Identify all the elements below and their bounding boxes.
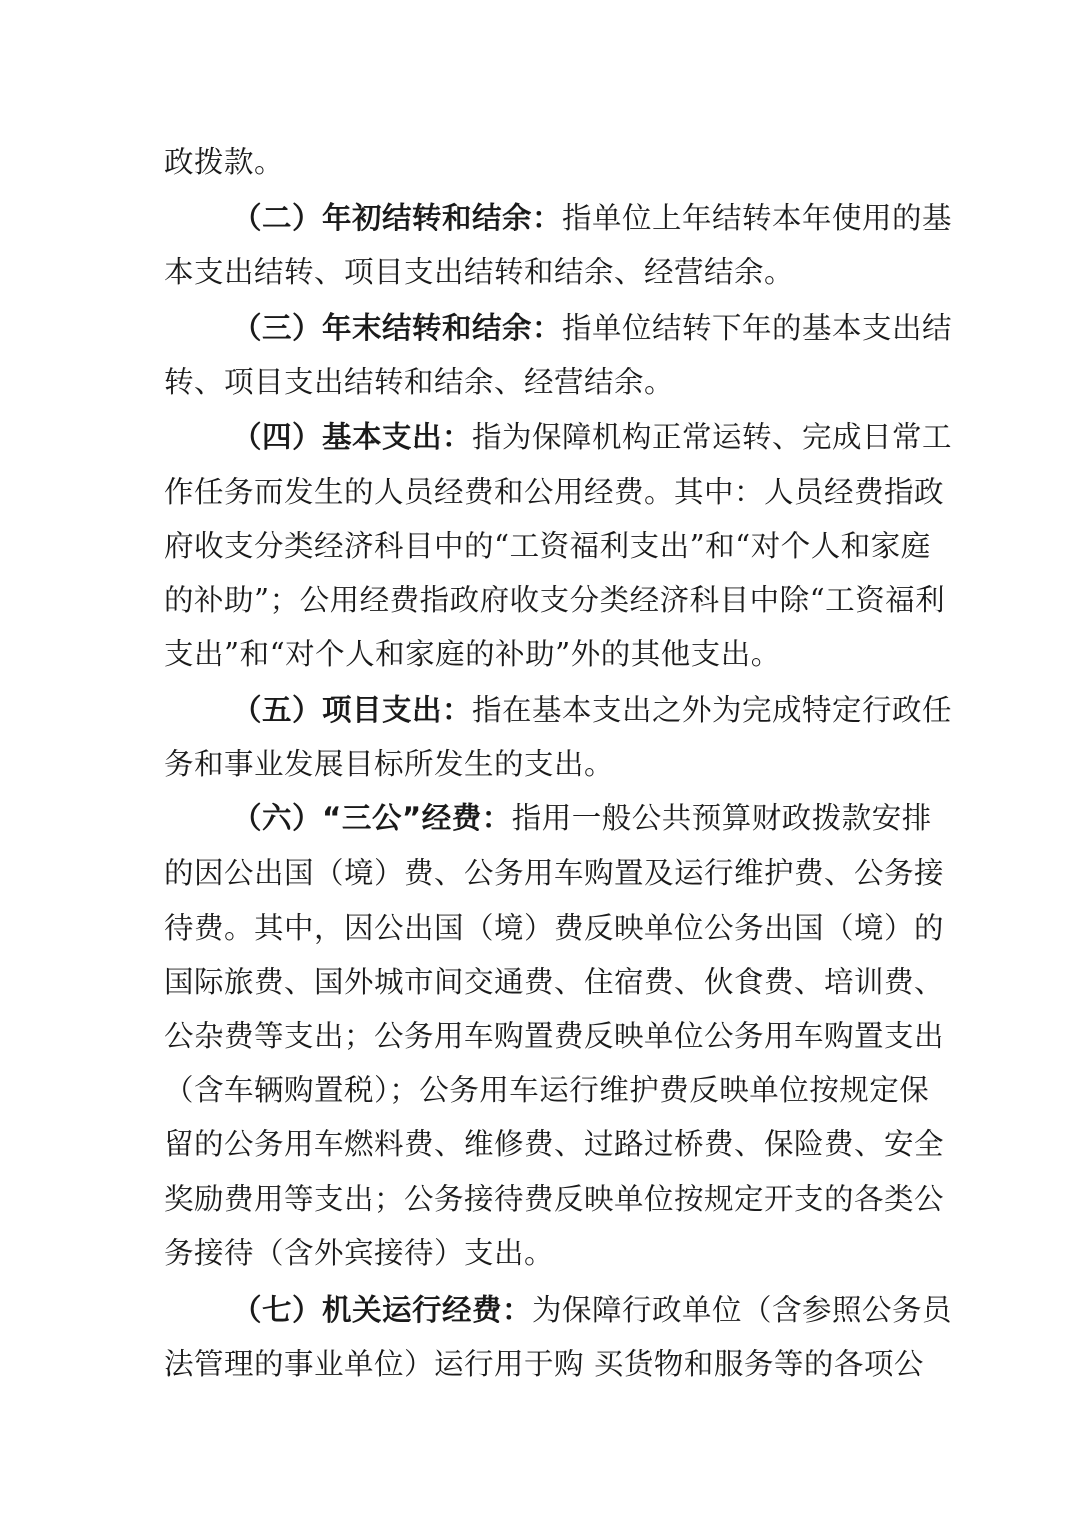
paragraph-line: 法管理的事业单位）运行用于购 买货物和服务等的各项公	[164, 1347, 924, 1381]
paragraph-line: 国际旅费、国外城市间交通费、住宿费、伙食费、培训费、	[164, 965, 945, 999]
paragraph-line: 的补助”；公用经费指政府收支分类经济科目中除“工资福利	[164, 583, 946, 617]
section-heading: （六）“三公”经费：	[232, 801, 512, 835]
section-heading: （三）年末结转和结余：	[232, 311, 563, 345]
paragraph-line: （含车辆购置税）；公务用车运行维护费反映单位按规定保	[164, 1073, 930, 1107]
paragraph-line: （七）机关运行经费：为保障行政单位（含参照公务员	[232, 1293, 953, 1327]
paragraph-line: 支出”和“对个人和家庭的补助”外的其他支出。	[164, 637, 781, 671]
paragraph-line: 留的公务用车燃料费、维修费、过路过桥费、保险费、安全	[164, 1127, 945, 1161]
paragraph-line: （六）“三公”经费：指用一般公共预算财政拨款安排	[232, 801, 932, 835]
paragraph-line: 府收支分类经济科目中的“工资福利支出”和“对个人和家庭	[164, 529, 931, 563]
paragraph-line: （二）年初结转和结余：指单位上年结转本年使用的基	[232, 201, 953, 235]
paragraph-line: （四）基本支出：指为保障机构正常运转、完成日常工	[232, 420, 953, 454]
paragraph-line: 奖励费用等支出；公务接待费反映单位按规定开支的各类公	[164, 1182, 945, 1216]
paragraph-line: 转、项目支出结转和结余、经营结余。	[164, 365, 675, 399]
paragraph-line: 政拨款。	[164, 145, 285, 179]
paragraph-line: 本支出结转、项目支出结转和结余、经营结余。	[164, 255, 795, 289]
paragraph-line: （三）年末结转和结余：指单位结转下年的基本支出结	[232, 311, 953, 345]
paragraph-line: 公杂费等支出；公务用车购置费反映单位公务用车购置支出	[164, 1019, 945, 1053]
section-heading: （七）机关运行经费：	[232, 1293, 533, 1327]
paragraph-line: （五）项目支出：指在基本支出之外为完成特定行政任	[232, 693, 953, 727]
paragraph-line: 待费。其中，因公出国（境）费反映单位公务出国（境）的	[164, 911, 945, 945]
paragraph-line: 务接待（含外宾接待）支出。	[164, 1236, 555, 1270]
paragraph-line: 务和事业发展目标所发生的支出。	[164, 747, 615, 781]
section-heading: （五）项目支出：	[232, 693, 473, 727]
paragraph-line: 作任务而发生的人员经费和公用经费。其中：人员经费指政	[164, 475, 945, 509]
section-heading: （四）基本支出：	[232, 420, 473, 454]
section-heading: （二）年初结转和结余：	[232, 201, 563, 235]
paragraph-line: 的因公出国（境）费、公务用车购置及运行维护费、公务接	[164, 856, 945, 890]
